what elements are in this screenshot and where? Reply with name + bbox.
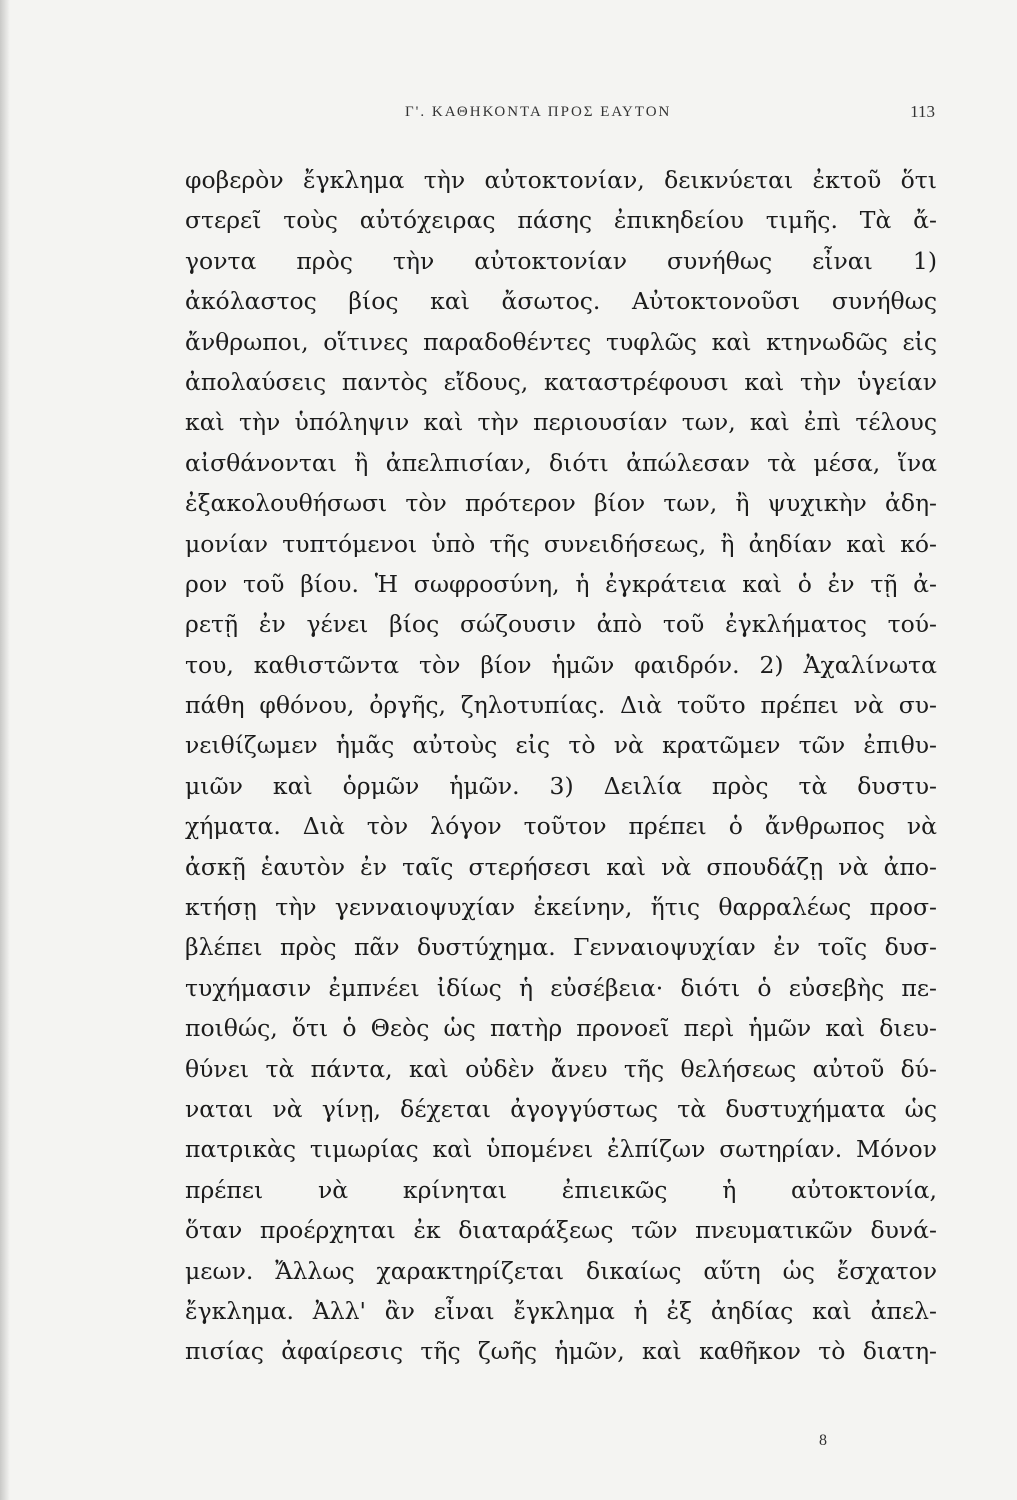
text-line: ἀσκῇ ἑαυτὸν ἐν ταῖς στερήσεσι καὶ νὰ σπουδάζῃ νὰ ἀπο- — [185, 852, 937, 881]
text-line: πάθη φθόνου, ὀργῆς, ζηλοτυπίας. Διὰ τοῦτο πρέπει νὰ συ- — [185, 691, 937, 720]
text-line: ἀκόλαστος βίος καὶ ἄσωτος. Αὐτοκτονοῦσι συνήθως — [185, 287, 937, 316]
page-edge-shadow — [0, 0, 10, 1500]
page-number: 113 — [910, 102, 935, 121]
text-line: πρέπει νὰ κρίνηται ἐπιεικῶς ἡ αὐτοκτονία, — [185, 1175, 937, 1204]
text-line: φοβερὸν ἔγκλημα τὴν αὐτοκτονίαν, δεικνύεται ἐκτοῦ ὅτι — [185, 166, 937, 194]
text-line: στερεῖ τοὺς αὐτόχειρας πάσης ἐπικηδείου τιμῆς. Τὰ ἄ- — [185, 206, 937, 235]
text-line: καὶ τὴν ὑπόληψιν καὶ τὴν περιουσίαν των, καὶ ἐπὶ τέλους — [185, 408, 937, 437]
page-header — [185, 100, 935, 130]
text-line: ἀπολαύσεις παντὸς εἴδους, καταστρέφουσι καὶ τὴν ὑγείαν — [185, 367, 937, 396]
text-line: ναται νὰ γίνῃ, δέχεται ἀγογγύστως τὰ δυστυχήματα ὡς — [185, 1094, 937, 1123]
running-head: Γ'. ΚΑΘΗΚΟΝΤΑ ΠΡΟΣ ΕΑΥΤΟΝ — [405, 104, 672, 120]
text-line: ρετῇ ἐν γένει βίος σώζουσιν ἀπὸ τοῦ ἐγκλήματος τού- — [185, 610, 937, 639]
text-line: τυχήμασιν ἐμπνέει ἰδίως ἡ εὐσέβεια· διότι ὁ εὐσεβὴς πε- — [185, 973, 937, 1002]
text-line: κτήσῃ τὴν γενναιοψυχίαν ἐκείνην, ἥτις θαρραλέως προσ- — [185, 893, 937, 922]
text-line: βλέπει πρὸς πᾶν δυστύχημα. Γενναιοψυχίαν ἐν τοῖς δυσ- — [185, 933, 937, 962]
text-line: μονίαν τυπτόμενοι ὑπὸ τῆς συνειδήσεως, ἢ ἀηδίαν καὶ κό- — [185, 529, 937, 558]
text-line: ἐξακολουθήσωσι τὸν πρότερον βίον των, ἢ ψυχικὴν ἀδη- — [185, 489, 937, 518]
text-line: αἰσθάνονται ἢ ἀπελπισίαν, διότι ἀπώλεσαν τὰ μέσα, ἵνα — [185, 448, 937, 477]
text-line: ἄνθρωποι, οἵτινες παραδοθέντες τυφλῶς καὶ κτηνωδῶς εἰς — [185, 327, 937, 356]
text-line: του, καθιστῶντα τὸν βίον ἡμῶν φαιδρόν. 2) Ἀχαλίνωτα — [185, 650, 937, 679]
text-line: μιῶν καὶ ὁρμῶν ἡμῶν. 3) Δειλία πρὸς τὰ δυστυ- — [185, 771, 937, 800]
text-line: θύνει τὰ πάντα, καὶ οὐδὲν ἄνευ τῆς θελήσεως αὐτοῦ δύ- — [185, 1054, 937, 1083]
text-line: πατρικὰς τιμωρίας καὶ ὑπομένει ἐλπίζων σωτηρίαν. Μόνον — [185, 1135, 937, 1164]
signature-mark: 8 — [819, 1432, 827, 1449]
text-line: νειθίζωμεν ἡμᾶς αὐτοὺς εἰς τὸ νὰ κρατῶμεν τῶν ἐπιθυ- — [185, 731, 937, 760]
text-line: πισίας ἀφαίρεσις τῆς ζωῆς ἡμῶν, καὶ καθῆκον τὸ διατη- — [185, 1337, 937, 1366]
body-text — [185, 160, 937, 1372]
text-line: ποιθώς, ὅτι ὁ Θεὸς ὡς πατὴρ προνοεῖ περὶ ἡμῶν καὶ διευ- — [185, 1014, 937, 1043]
text-line: μεων. Ἄλλως χαρακτηρίζεται δικαίως αὕτη ὡς ἔσχατον — [185, 1256, 937, 1285]
text-line: ρον τοῦ βίου. Ἡ σωφροσύνη, ἡ ἐγκράτεια καὶ ὁ ἐν τῇ ἀ- — [185, 569, 937, 598]
text-line: ὅταν προέρχηται ἐκ διαταράξεως τῶν πνευματικῶν δυνά- — [185, 1216, 937, 1245]
text-line: γοντα πρὸς τὴν αὐτοκτονίαν συνήθως εἶναι 1) — [185, 246, 937, 275]
text-line: χήματα. Διὰ τὸν λόγον τοῦτον πρέπει ὁ ἄνθρωπος νὰ — [185, 812, 937, 841]
text-line: ἔγκλημα. Ἀλλ' ἂν εἶναι ἔγκλημα ἡ ἐξ ἀηδίας καὶ ἀπελ- — [185, 1296, 937, 1325]
